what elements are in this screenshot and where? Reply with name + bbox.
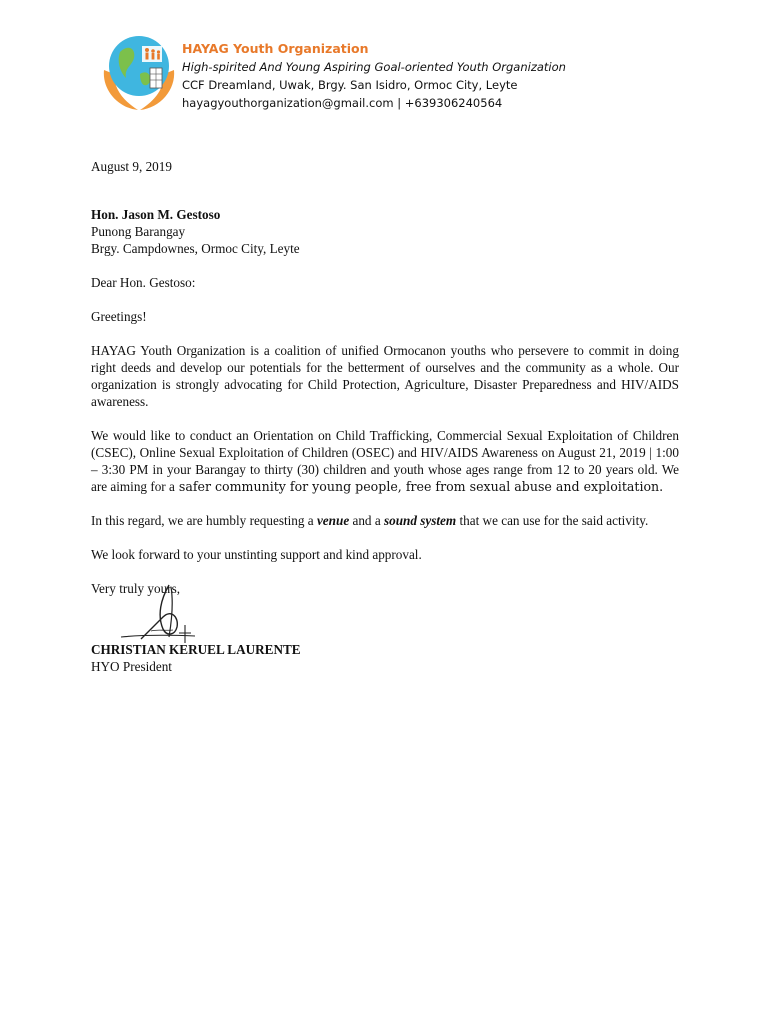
org-info	[182, 40, 566, 112]
recipient-name: Hon. Jason M. Gestoso	[91, 207, 221, 222]
request-venue: venue	[316, 513, 350, 528]
paragraph-activity	[91, 427, 679, 495]
closing: Very truly yours,	[91, 581, 181, 596]
signatory-title: HYO President	[91, 659, 172, 674]
salutation: Dear Hon. Gestoso:	[91, 275, 196, 290]
org-name: HAYAG Youth Organization	[182, 41, 369, 56]
paragraph-activity-main: We would like to conduct an Orientation on Child Trafficking, Commercial Sexual Exploitation of Children (CSEC), Online Sexual Exploitation of Children (OSEC) and HIV/AIDS Awareness on August 21, 2019 | 1:00 – 3:30 PM in your Barangay to thirty (30) children and youth whose ages range from 12 to 20 years old. We are aiming for a	[91, 428, 679, 494]
greeting: Greetings!	[91, 309, 147, 324]
letterhead	[100, 30, 740, 115]
request-sound-system: sound system	[383, 513, 457, 528]
letter-body	[91, 158, 679, 675]
letter-date: August 9, 2019	[91, 159, 172, 174]
org-address: CCF Dreamland, Uwak, Brgy. San Isidro, Ormoc City, Leyte	[182, 78, 518, 92]
recipient-address: Brgy. Campdownes, Ormoc City, Leyte	[91, 241, 300, 256]
org-tagline: High-spirited And Young Aspiring Goal-oriented Youth Organization	[182, 60, 566, 74]
signatory-name: CHRISTIAN KERUEL LAURENTE	[91, 642, 301, 657]
paragraph-request	[91, 512, 679, 529]
request-text-c: that we can use for the said activity.	[456, 513, 649, 528]
paragraph-activity-tail: safer community for young people, free from sexual abuse and exploitation.	[174, 479, 664, 494]
request-text-a: In this regard, we are humbly requesting a	[91, 513, 317, 528]
recipient-title: Punong Barangay	[91, 224, 186, 239]
organization-logo	[100, 30, 178, 112]
handwritten-signature	[111, 579, 201, 649]
signature-area	[91, 597, 679, 641]
request-text-b: and a	[349, 513, 384, 528]
org-contact: hayagyouthorganization@gmail.com | +639306240564	[182, 96, 503, 110]
paragraph-intro: HAYAG Youth Organization is a coalition of unified Ormocanon youths who persevere to commit in doing right deeds and develop our potentials for the betterment of ourselves and the community as a whole. Our organization is strongly advocating for Child Protection, Agriculture, Disaster Preparedness and HIV/AIDS awareness.	[91, 343, 679, 409]
paragraph-closing-remark: We look forward to your unstinting support and kind approval.	[91, 547, 422, 562]
